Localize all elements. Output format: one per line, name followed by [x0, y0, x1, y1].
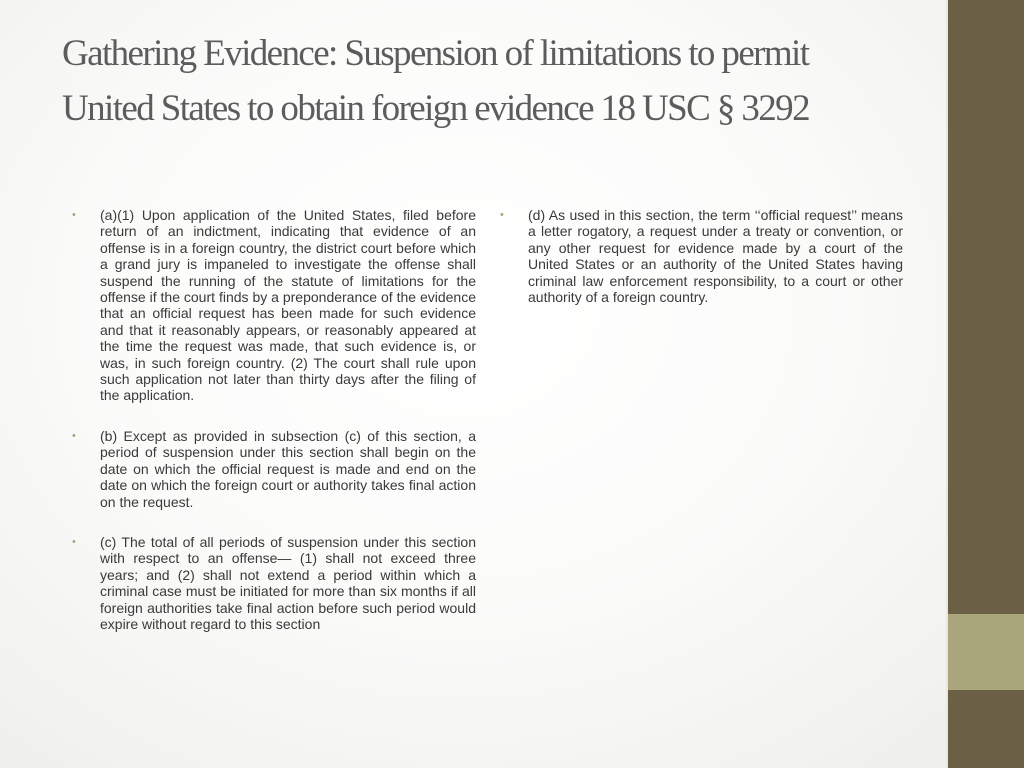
list-item-text: (d) As used in this section, the term ‘‘official request’’ means a letter rogatory, a request under a treaty or convention, or any other request for evidence made by a court of the United States or an authority of the United States having criminal law enforcement responsibility, to a court or other authority of a foreign country. [528, 207, 903, 306]
slide-title: Gathering Evidence: Suspension of limitations to permit United States to obtain foreign evidence 18 USC § 3292 [62, 33, 809, 129]
bullet-icon: • [500, 209, 504, 221]
left-column-list [72, 207, 476, 656]
list-item-text: (c) The total of all periods of suspension under this section with respect to an offense— (1) shall not exceed three years; and (2) shall not extend a period within which a criminal case must be initiated for more than six months if all foreign authorities take final action before such period would expire without regard to this section [100, 533, 476, 632]
list-item [72, 428, 476, 510]
list-item [72, 207, 476, 404]
bullet-icon: • [72, 535, 76, 548]
sidebar-accent-block [948, 614, 1024, 690]
list-item-text: (a)(1) Upon application of the United States, filed before return of an indictment, indicating that evidence of an offense is in a foreign country, the district court before which a grand jury is impaneled to investigate the offense shall suspend the running of the statute of limitations for the offense if the court finds by a preponderance of the evidence that an official request has been made for such evidence and that it reasonably appears, or reasonably appeared at the time the request was made, that such evidence is, or was, in such foreign country. (2) The court shall rule upon such application not later than thirty days after the filing of the application. [100, 207, 476, 404]
right-column-list [500, 207, 903, 329]
bullet-icon: • [72, 209, 76, 221]
bullet-icon: • [72, 429, 76, 442]
list-item [500, 207, 903, 305]
list-item-text: (b) Except as provided in subsection (c) of this section, a period of suspension under this section shall begin on the date on which the official request is made and end on the date on which the foreign court or authority takes final action on the request. [100, 427, 476, 510]
list-item [72, 534, 476, 632]
